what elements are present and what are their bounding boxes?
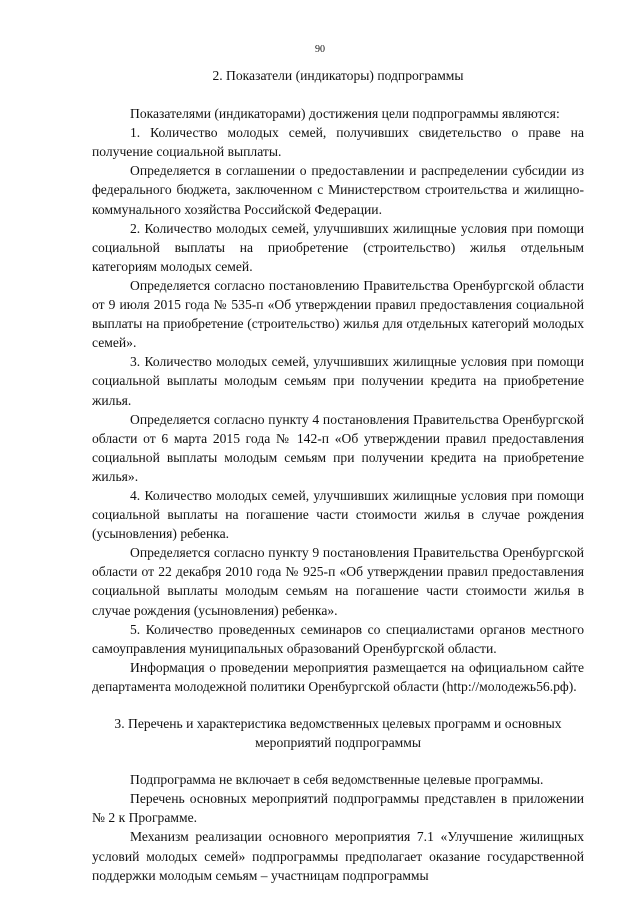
paragraph: 5. Количество проведенных семинаров со специалистами органов местного самоуправления муниципальных образований Оренбургской области.: [92, 621, 584, 656]
paragraph: Определяется согласно пункту 4 постановления Правительства Оренбургской области от 6 марта 2015 года № 142-п «Об утверждении правил предоставления социальной выплаты молодым семьям при получении кредита на приобретение жилья».: [92, 411, 584, 484]
paragraph: Показателями (индикаторами) достижения цели подпрограммы являются:: [130, 106, 560, 122]
section-3-heading-line-1: 3. Перечень и характеристика ведомственных целевых программ и основных: [114, 716, 562, 731]
paragraph: 1. Количество молодых семей, получивших свидетельство о праве на получение социальной выплаты.: [92, 125, 584, 160]
section-3-heading: [92, 714, 584, 752]
paragraph: Определяется в соглашении о предоставлении и распределении субсидии из федерального бюджета, заключенном с Министерством строительства и жилищно-коммунального хозяйства Российской Федерации.: [92, 163, 584, 217]
paragraph: Определяется согласно пункту 9 постановления Правительства Оренбургской области от 22 декабря 2010 года № 925-п «Об утверждении правил предоставления социальной выплаты молодым семьям на погашение части стоимости жилья в случае рождения (усыновления) ребенка».: [92, 545, 584, 618]
section-2-heading: 2. Показатели (индикаторы) подпрограммы: [212, 68, 464, 83]
section-3-heading-line-2: мероприятий подпрограммы: [255, 735, 421, 751]
page-number: 90: [315, 44, 325, 55]
paragraph: Подпрограмма не включает в себя ведомственные целевые программы.: [130, 772, 544, 788]
page-content: [92, 66, 584, 885]
paragraph: 2. Количество молодых семей, улучшивших жилищные условия при помощи социальной выплаты на приобретение (строительство) жилья отдельным категориям молодых семей.: [92, 220, 584, 274]
paragraph: Информация о проведении мероприятия размещается на официальном сайте департамента молодежной политики Оренбургской области (http://молодежь56.рф).: [92, 659, 584, 694]
paragraph: 4. Количество молодых семей, улучшивших жилищные условия при помощи социальной выплаты на погашение части стоимости жилья в случае рождения (усыновления) ребенка.: [92, 487, 584, 542]
paragraph: 3. Количество молодых семей, улучшивших жилищные условия при помощи социальной выплаты молодым семьям при получении кредита на приобретение жилья.: [92, 354, 584, 408]
paragraph: Механизм реализации основного мероприятия 7.1 «Улучшение жилищных условий молодых семей» подпрограммы предполагает оказание государственной поддержки молодым семьям – участницам подпрограммы: [92, 829, 584, 883]
paragraph: Перечень основных мероприятий подпрограммы представлен в приложении № 2 к Программе.: [92, 791, 584, 826]
paragraph: Определяется согласно постановлению Правительства Оренбургской области от 9 июля 2015 года № 535-п «Об утверждении правил предоставления социальной выплаты на приобретение (строительство) жилья для отдельных категорий молодых семей».: [92, 277, 584, 351]
